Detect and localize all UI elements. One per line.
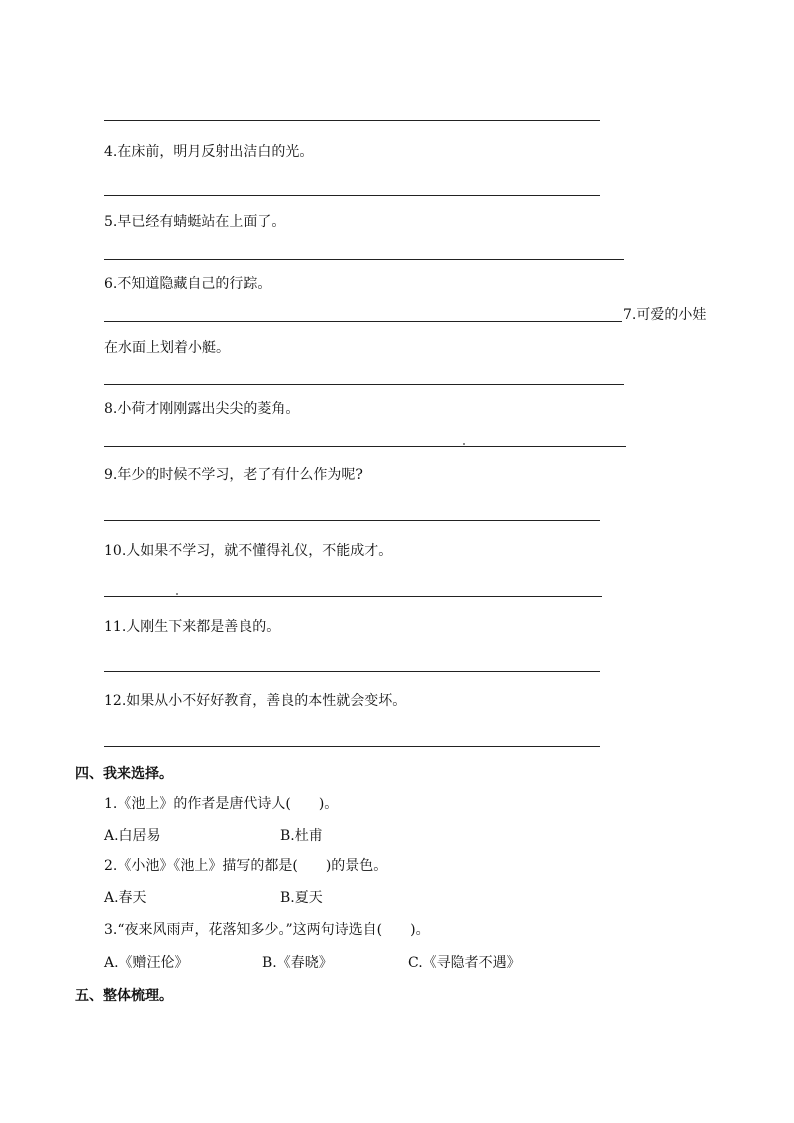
section-4-heading: 四、我来选择。 (75, 766, 173, 782)
sentence-item-5: 5.早已经有蜻蜓站在上面了。 (104, 214, 286, 230)
line-mark (176, 593, 178, 595)
sentence-item-4: 4.在床前，明月反射出洁白的光。 (104, 144, 314, 160)
sentence-item-7-part1: 7.可爱的小娃 (623, 307, 707, 323)
answer-line[interactable] (104, 671, 600, 672)
answer-line[interactable] (104, 120, 600, 121)
sentence-item-8: 8.小荷才刚刚露出尖尖的菱角。 (104, 401, 300, 417)
q1-option-a[interactable]: A.白居易 (104, 828, 161, 844)
answer-line[interactable] (104, 384, 624, 385)
answer-line[interactable] (104, 321, 622, 322)
q3-option-a[interactable]: A.《赠汪伦》 (104, 955, 189, 971)
sentence-item-11: 11.人刚生下来都是善良的。 (104, 619, 281, 635)
answer-line[interactable] (104, 746, 600, 747)
sentence-item-6: 6.不知道隐藏自己的行踪。 (104, 276, 272, 292)
question-3: 3.“夜来风雨声，花落知多少。”这两句诗选自( )。 (104, 922, 430, 938)
line-mark (463, 443, 465, 445)
sentence-item-7-part2: 在水面上划着小艇。 (104, 340, 230, 356)
q2-option-b[interactable]: B.夏天 (280, 890, 323, 906)
q3-option-b[interactable]: B.《春晓》 (262, 955, 333, 971)
q1-option-b[interactable]: B.杜甫 (280, 828, 323, 844)
sentence-item-10: 10.人如果不学习，就不懂得礼仪，不能成才。 (104, 543, 393, 559)
q2-option-a[interactable]: A.春天 (104, 890, 147, 906)
question-2: 2.《小池》《池上》描写的都是( )的景色。 (104, 858, 388, 874)
q3-option-c[interactable]: C.《寻隐者不遇》 (408, 955, 521, 971)
answer-line[interactable] (104, 520, 600, 521)
section-5-heading: 五、整体梳理。 (75, 988, 173, 1004)
answer-line[interactable] (104, 596, 602, 597)
answer-line[interactable] (104, 259, 624, 260)
answer-line[interactable] (104, 446, 626, 447)
sentence-item-12: 12.如果从小不好好教育，善良的本性就会变坏。 (104, 693, 407, 709)
question-1: 1.《池上》的作者是唐代诗人( )。 (104, 796, 339, 812)
answer-line[interactable] (104, 195, 600, 196)
sentence-item-9: 9.年少的时候不学习，老了有什么作为呢? (104, 467, 363, 483)
